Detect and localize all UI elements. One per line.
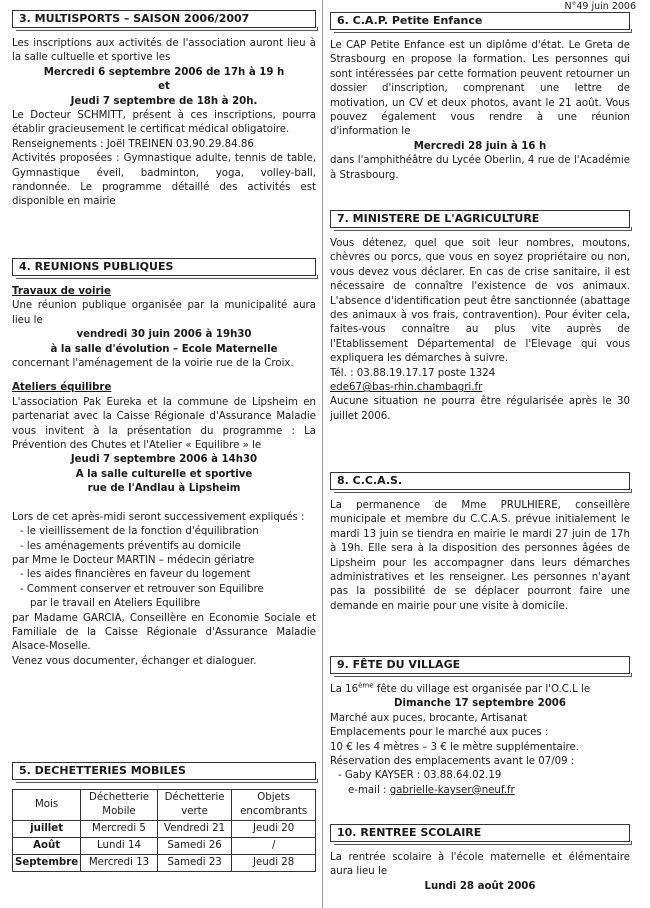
table-cell: Août xyxy=(13,838,81,855)
paragraph: par Madame GARCIA, Conseillère en Economie Sociale et Familiale de la Caisse Régionale d'Assurance Maladie Alsace-Moselle. xyxy=(12,612,316,653)
section-title: 8. C.C.A.S. xyxy=(330,472,630,490)
text: La 16 xyxy=(330,684,359,695)
date-line: Dimanche 17 septembre 2006 xyxy=(394,698,566,710)
section-title: 9. FÊTE DU VILLAGE xyxy=(330,656,630,674)
table-row xyxy=(13,855,316,872)
list-item: par le travail en Ateliers Equilibre xyxy=(30,598,201,610)
table-cell: Jeudi 28 xyxy=(232,855,316,872)
section-dechetteries xyxy=(12,762,316,872)
table-row xyxy=(13,821,316,838)
paragraph: dans l'amphithéâtre du Lycée Oberlin, 4 rue de l'Académie à Strasbourg. xyxy=(330,155,630,181)
section-cap xyxy=(330,12,630,183)
date-line: Mercredi 28 juin à 16 h xyxy=(413,140,547,152)
table-cell: Septembre xyxy=(13,855,81,872)
paragraph: Le CAP Petite Enfance est un diplôme d'état. Le Greta de Strasbourg en propose la formation. Les personnes qui sont intéressées par cette formation peuvent retourner un dossier d'inscription, comprenant une lettre de motivation, un CV et deux photos, avant le 21 août. Vous pouvez également vous rendre à une réunion d'information le xyxy=(330,40,630,138)
column-header: Mois xyxy=(13,790,81,821)
section-multisports xyxy=(12,10,316,210)
date-line: Jeudi 7 septembre 2006 à 14h30 xyxy=(70,454,258,466)
table-row xyxy=(13,838,316,855)
email-link[interactable]: gabrielle-kayser@neuf.fr xyxy=(389,784,515,796)
paragraph: Lors de cet après-midi seront successivement expliqués : xyxy=(12,511,305,523)
table-cell: / xyxy=(232,838,316,855)
date-line: rue de l'Andlau à Lipsheim xyxy=(87,483,241,495)
table-cell: Samedi 23 xyxy=(157,855,232,872)
email-link[interactable]: ede67@bas-rhin.chambagri.fr xyxy=(330,382,483,394)
section-title: 10. RENTREE SCOLAIRE xyxy=(330,824,630,842)
paragraph: La rentrée scolaire à l'école maternelle et élémentaire aura lieu le xyxy=(330,852,630,878)
table-cell: Mercredi 13 xyxy=(81,855,158,872)
dechetteries-table xyxy=(12,789,316,872)
section-reunions xyxy=(12,258,316,669)
section-fete xyxy=(330,656,630,798)
paragraph: Vous détenez, quel que soit leur nombres, moutons, chèvres ou porcs, que vous en soyez propriétaire ou non, vous devez vous déclarer. En cas de crise sanitaire, il est nécessaire de connaître l'existence de vos animaux. L'absence d'identification peut être sanctionnée (abattage des animaux à vos frais, contravention). Pour éviter cela, faites-vous connaître au plus vite auprès de l'Etablissement Départemental de l'Elevage qui vous expliquera les démarches à suivre. xyxy=(330,238,630,365)
date-line: à la salle d'évolution – Ecole Maternelle xyxy=(50,343,278,355)
paragraph: Le Docteur SCHMITT, présent à ces inscriptions, pourra établir gracieusement le certificat médical obligatoire. xyxy=(12,110,316,136)
paragraph: Une réunion publique organisée par la municipalité aura lieu le xyxy=(12,300,316,326)
text: e-mail : xyxy=(348,784,390,796)
paragraph: Les inscriptions aux activités de l'association auront lieu à la salle cultuelle et sportive les xyxy=(12,38,316,64)
list-item: - Comment conserver et retrouver son Equilibre xyxy=(20,583,264,595)
paragraph: par Mme le Docteur MARTIN – médecin gériatre xyxy=(12,554,255,566)
paragraph: Aucune situation ne pourra être régularisée après le 30 juillet 2006. xyxy=(330,396,630,422)
phone-line: Tél. : 03.88.19.17.17 poste 1324 xyxy=(330,367,496,379)
date-line: A la salle culturelle et sportive xyxy=(75,468,253,480)
paragraph: L'association Pak Eureka et la commune de Lipsheim en partenariat avec la Caisse Régionale d'Assurance Maladie vous invitent à la présentation du programme : La Prévention des Chutes et l'Atelier « Equilibre » le xyxy=(12,396,316,452)
section-title: 3. MULTISPORTS – SAISON 2006/2007 xyxy=(12,10,316,28)
table-cell: Mercredi 5 xyxy=(81,821,158,838)
section-title: 7. MINISTERE DE L'AGRICULTURE xyxy=(330,210,630,228)
email-line xyxy=(330,784,630,798)
page-number: N°49 juin 2006 xyxy=(564,1,636,12)
column-divider xyxy=(322,0,323,908)
table-cell: Samedi 26 xyxy=(157,838,232,855)
table-cell: Vendredi 21 xyxy=(157,821,232,838)
list-item: - les aides financières en faveur du logement xyxy=(20,569,251,581)
paragraph xyxy=(330,683,630,697)
section-rentree xyxy=(330,824,630,894)
list-item: - les aménagements préventifs au domicile xyxy=(20,540,241,552)
column-header: Objets encombrants xyxy=(232,790,316,821)
text: fête du village est organisée par l'O.C.L le xyxy=(373,684,591,695)
paragraph: Marché aux puces, brocante, Artisanat xyxy=(330,712,528,724)
paragraph: Emplacements pour le marché aux puces : xyxy=(330,727,549,739)
table-cell: Jeudi 20 xyxy=(232,821,316,838)
section-agriculture xyxy=(330,210,630,424)
list-item: - le vieillissement de la fonction d'équilibration xyxy=(20,526,259,538)
column-header: Déchetterie verte xyxy=(157,790,232,821)
date-line: vendredi 30 juin 2006 à 19h30 xyxy=(76,329,252,341)
date-line: Jeudi 7 septembre de 18h à 20h. xyxy=(70,95,258,107)
section-ccas xyxy=(330,472,630,614)
paragraph: Renseignements : Joël TREINEN 03.90.29.84.86 xyxy=(12,138,254,150)
table-cell: juillet xyxy=(13,821,81,838)
superscript: ème xyxy=(358,681,374,690)
paragraph: Activités proposées : Gymnastique adulte, tennis de table, Gymnastique éveil, badminton, yoga, volley-ball, randonnée. Le programme détaillé des activités est disponible en mairie xyxy=(12,153,316,208)
date-line: Mercredi 6 septembre 2006 de 17h à 19 h xyxy=(43,66,285,78)
section-title: 5. DECHETTERIES MOBILES xyxy=(12,762,316,780)
paragraph: 10 € les 4 mètres – 3 € le mètre supplémentaire. xyxy=(330,741,579,753)
list-item: - Gaby KAYSER : 03.88.64.02.19 xyxy=(338,770,502,782)
section-title: 6. C.A.P. Petite Enfance xyxy=(330,12,630,30)
column-header: Déchetterie Mobile xyxy=(81,790,158,821)
table-cell: Lundi 14 xyxy=(81,838,158,855)
section-title: 4. REUNIONS PUBLIQUES xyxy=(12,258,316,276)
paragraph: Venez vous documenter, échanger et dialoguer. xyxy=(12,655,257,667)
table-header-row xyxy=(13,790,316,821)
subheading: Ateliers équilibre xyxy=(12,382,112,394)
date-line: et xyxy=(158,81,170,93)
paragraph: La permanence de Mme PRULHIERE, conseillère municipale et membre du C.C.A.S. prévue initialement le mardi 13 juin se tiendra en mairie le mardi 27 juin de 17h à 19h. Elle sera à la disposition des personnes âgées de Lipsheim pour les accompagner dans leurs démarches administratives et les renseigner. Les personnes n'ayant pas la possibilité de se déplacer pourront faire une demande en mairie pour une visite à domicile. xyxy=(330,500,630,612)
subheading: Travaux de voirie xyxy=(12,286,111,297)
date-line: Lundi 28 août 2006 xyxy=(424,880,536,892)
paragraph: Réservation des emplacements avant le 07/09 : xyxy=(330,756,575,768)
paragraph: concernant l'aménagement de la voirie rue de la Croix. xyxy=(12,358,294,370)
